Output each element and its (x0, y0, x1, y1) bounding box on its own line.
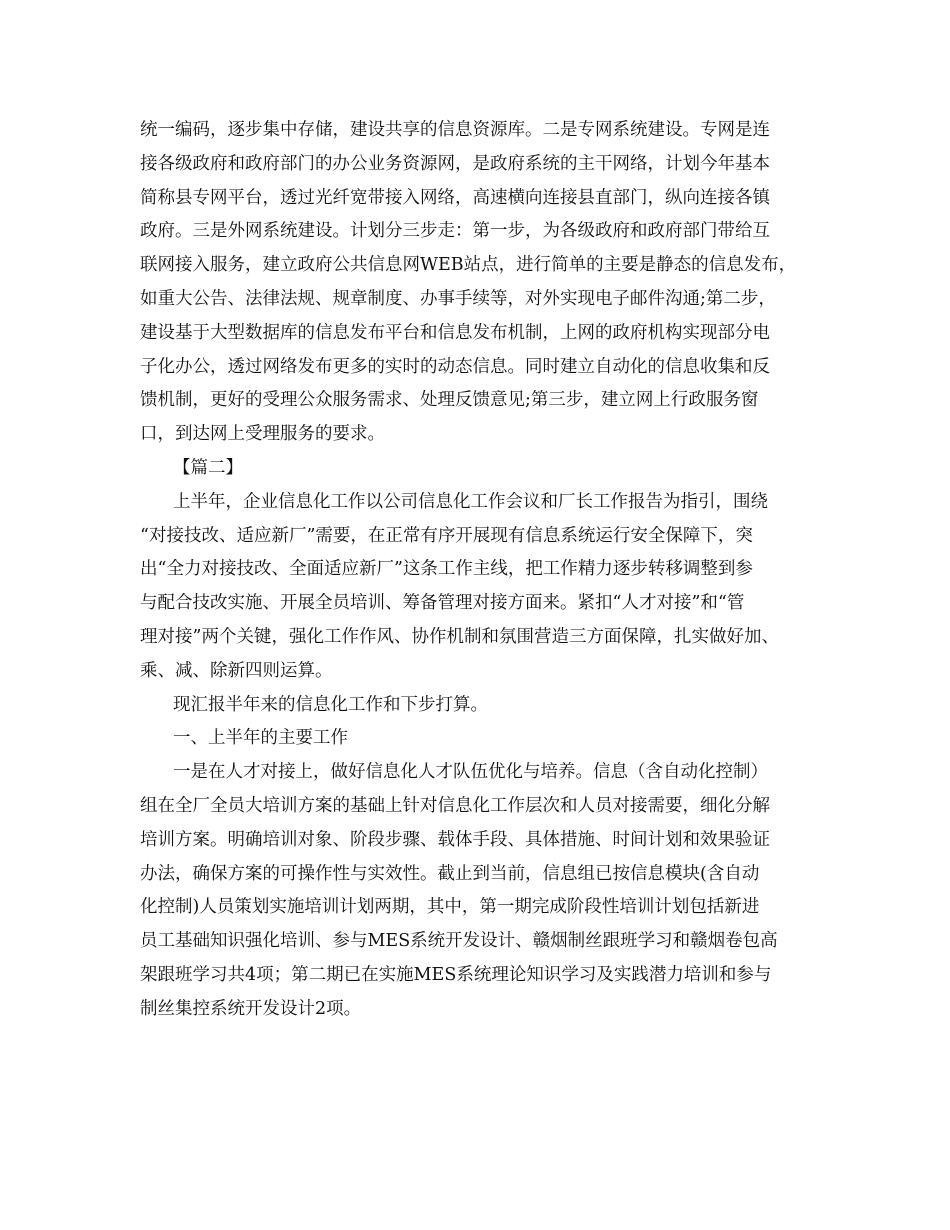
paragraph-line: 政府。三是外网系统建设。计划分三步走：第一步，为各级政府和政府部门带给互 (140, 221, 770, 242)
paragraph-line: 馈机制，更好的受理公众服务需求、处理反馈意见;第三步，建立网上行政服务窗 (140, 390, 759, 411)
paragraph-line: 理对接”两个关键，强化工作作风、协作机制和氛围营造三方面保障，扎实做好加、 (140, 626, 779, 647)
subsection-heading: 一、上半年的主要工作 (173, 728, 348, 749)
paragraph-line: 口，到达网上受理服务的要求。 (140, 424, 385, 445)
paragraph-line: 联网接入服务，建立政府公共信息网WEB站点，进行简单的主要是静态的信息发布， (140, 255, 797, 276)
paragraph-line: 化控制)人员策划实施培训计划两期，其中，第一期完成阶段性培训计划包括新进 (140, 897, 760, 918)
paragraph-line: 乘、减、除新四则运算。 (140, 660, 333, 681)
paragraph-line: 建设基于大型数据库的信息发布平台和信息发布机制，上网的政府机构实现部分电 (140, 322, 770, 343)
paragraph-line: 办法，确保方案的可操作性与实效性。截止到当前，信息组已按信息模块(含自动 (140, 863, 760, 884)
paragraph-line: 制丝集控系统开发设计2项。 (140, 998, 362, 1019)
document-body (140, 114, 830, 1027)
paragraph-line: 如重大公告、法律法规、规章制度、办事手续等，对外实现电子邮件沟通;第二步， (140, 288, 776, 309)
paragraph-line: 一是在人才对接上，做好信息化人才队伍优化与培养。信息（含自动化控制） (173, 762, 768, 783)
paragraph-line: 培训方案。明确培训对象、阶段步骤、载体手段、具体措施、时间计划和效果验证 (140, 829, 770, 850)
paragraph-line: 员工基础知识强化培训、参与MES系统开发设计、赣烟制丝跟班学习和赣烟卷包高 (140, 931, 778, 952)
paragraph-line: 与配合技改实施、开展全员培训、筹备管理对接方面来。紧扣“人才对接”和“管 (140, 593, 745, 614)
paragraph-line: 组在全厂全员大培训方案的基础上针对信息化工作层次和人员对接需要，细化分解 (140, 795, 770, 816)
paragraph-line: 简称县专网平台，透过光纤宽带接入网络，高速横向连接县直部门，纵向连接各镇 (140, 187, 770, 208)
paragraph-line: 现汇报半年来的信息化工作和下步打算。 (173, 694, 488, 715)
paragraph-line: 子化办公，透过网络发布更多的实时的动态信息。同时建立自动化的信息收集和反 (140, 356, 770, 377)
paragraph-line: 统一编码，逐步集中存储，建设共享的信息资源库。二是专网系统建设。专网是连 (140, 120, 770, 140)
paragraph-line: 出“全力对接技改、全面适应新厂”这条工作主线，把工作精力逐步转移调整到参 (140, 559, 753, 580)
paragraph-line: 上半年，企业信息化工作以公司信息化工作会议和厂长工作报告为指引，围绕 (173, 491, 768, 512)
paragraph-line: 接各级政府和政府部门的办公业务资源网，是政府系统的主干网络，计划今年基本 (140, 153, 770, 174)
section-heading: 【篇二】 (173, 457, 243, 478)
paragraph-line: “对接技改、适应新厂”需要，在正常有序开展现有信息系统运行安全保障下，突 (140, 525, 753, 546)
paragraph-line: 架跟班学习共4项；第二期已在实施MES系统理论知识学习及实践潜力培训和参与 (140, 964, 772, 985)
